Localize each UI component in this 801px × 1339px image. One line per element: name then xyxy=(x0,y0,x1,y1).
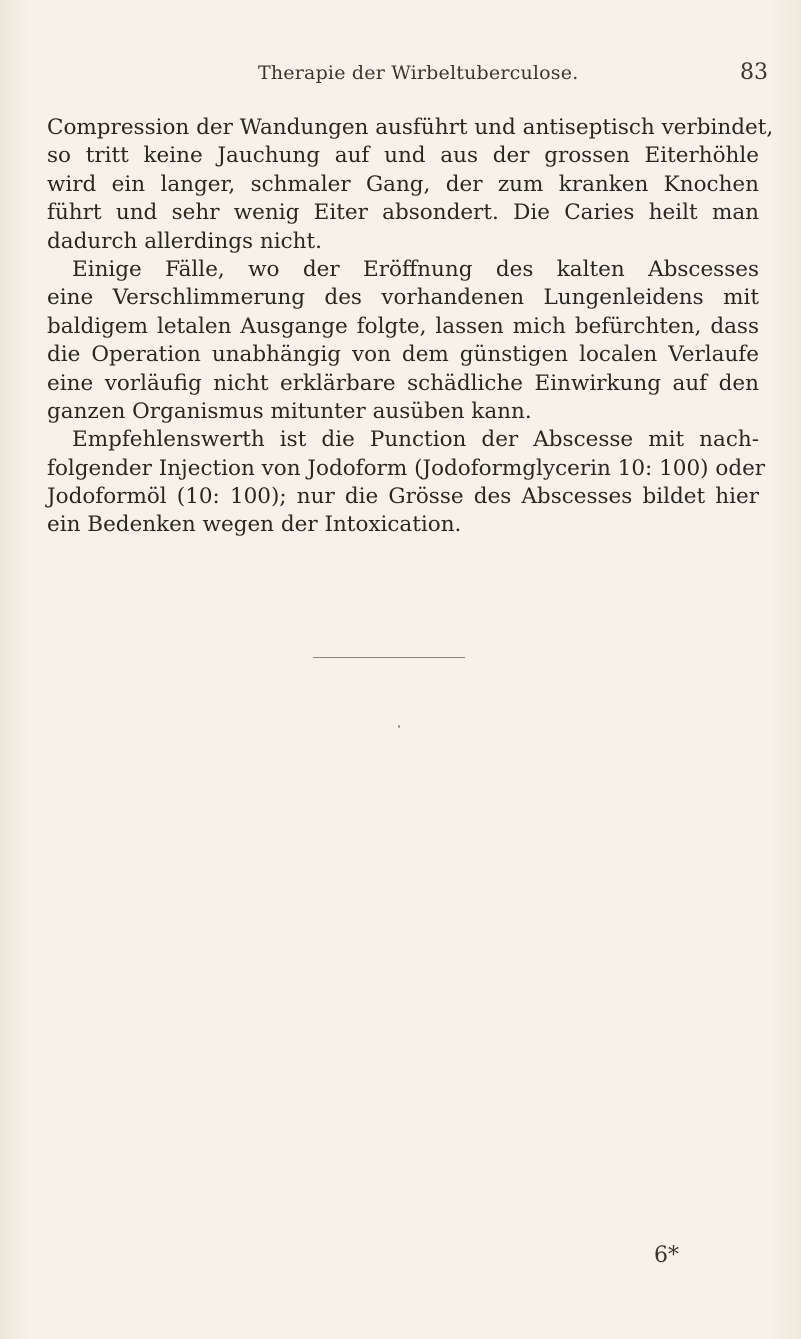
section-divider-rule xyxy=(313,657,465,658)
paragraph-start-line: Empfehlenswerth ist die Punction der Abscesse mit nach- xyxy=(72,427,759,453)
text-line: ganzen Organismus mitunter ausüben kann. xyxy=(47,398,532,424)
text-line: dadurch allerdings nicht. xyxy=(47,228,322,254)
text-line: Jodoformöl (10: 100); nur die Grösse des Abscesses bildet hier xyxy=(47,484,759,510)
text-line: eine vorläufig nicht erklärbare schädliche Einwirkung auf den xyxy=(47,370,759,396)
text-line: baldigem letalen Ausgange folgte, lassen mich befürchten, dass xyxy=(47,313,759,339)
text-line: eine Verschlimmerung des vorhandenen Lungenleidens mit xyxy=(47,285,759,311)
text-line: so tritt keine Jauchung auf und aus der grossen Eiterhöhle xyxy=(47,143,759,169)
body-text xyxy=(47,114,774,540)
signature-mark: 6* xyxy=(654,1243,679,1268)
text-line: Compression der Wandungen ausführt und antiseptisch verbindet, xyxy=(47,115,774,140)
text-line: folgender Injection von Jodoform (Jodoformglycerin 10: 100) oder xyxy=(47,455,766,481)
page-header xyxy=(0,62,801,92)
page-number: 83 xyxy=(740,60,768,85)
running-title: Therapie der Wirbeltuberculose. xyxy=(258,62,579,84)
paragraph-start-line: Einige Fälle, wo der Eröffnung des kalten Abscesses xyxy=(72,256,759,282)
print-speck xyxy=(398,725,400,728)
text-line: wird ein langer, schmaler Gang, der zum kranken Knochen xyxy=(47,171,759,197)
text-line: ein Bedenken wegen der Intoxication. xyxy=(47,512,462,538)
text-line: führt und sehr wenig Eiter absondert. Die Caries heilt man xyxy=(47,200,759,226)
text-line: die Operation unabhängig von dem günstigen localen Verlaufe xyxy=(47,342,759,368)
